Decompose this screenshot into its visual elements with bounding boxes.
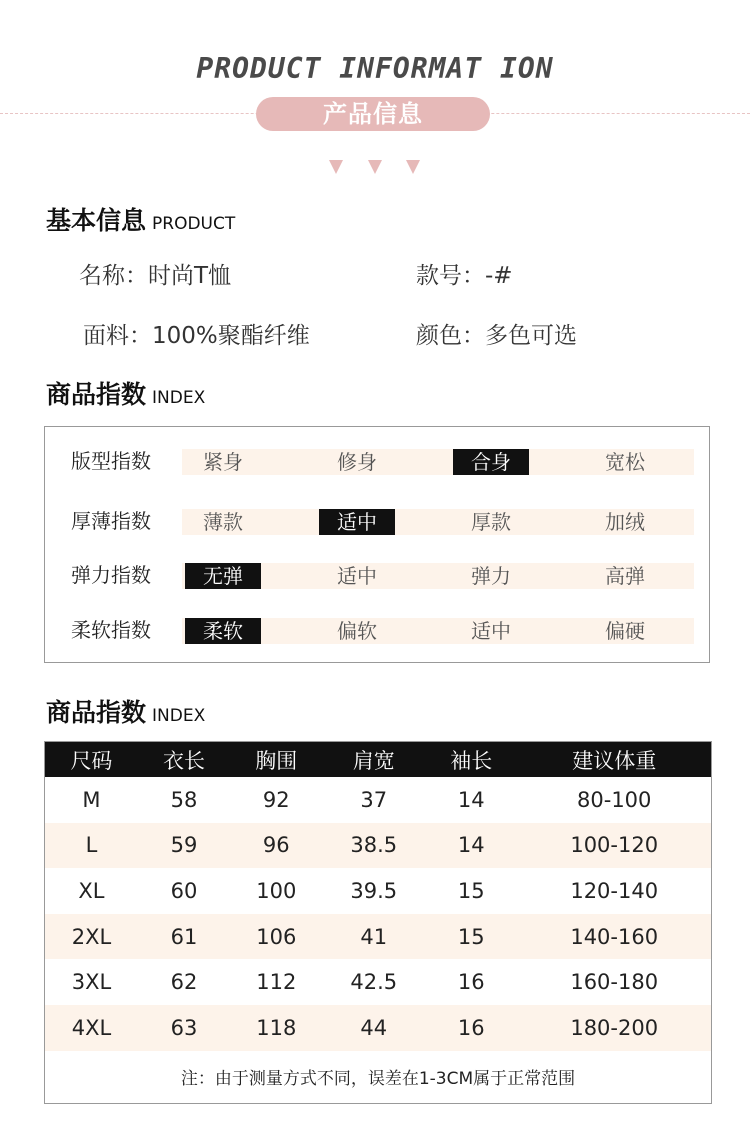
table-cell: 16 [425, 1005, 517, 1051]
size-column-header: 建议体重 [517, 742, 711, 778]
table-cell: 39.5 [350, 878, 398, 903]
table-cell: 96 [230, 823, 322, 869]
index-option: 薄款 [203, 510, 243, 534]
table-cell: 80-100 [577, 787, 652, 812]
table-cell: L [45, 823, 138, 869]
table-cell: 60 [170, 878, 198, 903]
size-column-header: 衣长 [138, 742, 230, 778]
table-cell: 14 [425, 823, 517, 869]
size-column-header: 尺码 [45, 742, 138, 778]
index-option-selected: 适中 [319, 509, 395, 535]
size-table-body [45, 777, 712, 1103]
index-option: 偏软 [337, 619, 377, 643]
table-cell: 3XL [71, 970, 112, 995]
index-row [45, 447, 711, 475]
basic-info-subtitle: PRODUCT [152, 214, 236, 234]
index-row [45, 507, 711, 535]
size-table-header [45, 742, 712, 778]
index-row [45, 616, 711, 644]
table-cell: 112 [256, 970, 297, 995]
index-row-label: 厚薄指数 [71, 509, 151, 533]
basic-info-heading [46, 201, 235, 237]
table-cell: 15 [425, 914, 517, 960]
index-subtitle: INDEX [152, 388, 206, 408]
table-cell: 120-140 [570, 878, 659, 903]
table-cell: 61 [138, 914, 230, 960]
fabric-value: 100%聚酯纤维 [152, 323, 310, 349]
index-option: 紧身 [203, 450, 243, 474]
triangle-down-icon [406, 160, 420, 174]
measurement-note: 注：由于测量方式不同，误差在1-3CM属于正常范围 [180, 1069, 576, 1090]
index-option: 修身 [337, 450, 377, 474]
basic-info-title: 基本信息 [46, 206, 147, 235]
model-value: -# [485, 263, 513, 289]
table-cell: 100 [256, 878, 297, 903]
index-option: 适中 [471, 619, 511, 643]
table-cell: 14 [457, 787, 485, 812]
table-row [45, 823, 712, 869]
index-row-label: 版型指数 [71, 449, 151, 473]
index-title: 商品指数 [46, 380, 147, 409]
index-option: 宽松 [605, 450, 645, 474]
table-cell: 63 [138, 1005, 230, 1051]
size-subtitle: INDEX [152, 706, 206, 726]
table-cell: 4XL [45, 1005, 138, 1051]
table-cell: 100-120 [517, 823, 711, 869]
index-option: 加绒 [605, 510, 645, 534]
fabric-label: 面料： [83, 323, 152, 349]
color-label: 颜色： [416, 323, 485, 349]
table-cell: 2XL [45, 914, 138, 960]
name-label: 名称： [79, 263, 148, 289]
index-option: 适中 [337, 564, 377, 588]
table-row [45, 1005, 712, 1051]
index-option-selected: 柔软 [185, 618, 261, 644]
table-row [45, 914, 712, 960]
table-row [45, 959, 712, 1005]
index-option-selected: 合身 [453, 449, 529, 475]
product-fabric [83, 317, 310, 350]
table-cell: 59 [138, 823, 230, 869]
size-column-header: 袖长 [425, 742, 517, 778]
section-pill: 产品信息 [256, 97, 490, 131]
triangle-down-icon [368, 160, 382, 174]
table-cell: 118 [230, 1005, 322, 1051]
product-color [416, 317, 577, 350]
index-option: 厚款 [471, 510, 511, 534]
table-cell: 41 [322, 914, 425, 960]
note-row [45, 1051, 712, 1104]
index-row-label: 柔软指数 [71, 618, 151, 642]
table-cell: 44 [322, 1005, 425, 1051]
size-column-header: 肩宽 [322, 742, 425, 778]
product-name [79, 257, 231, 290]
table-cell: 42.5 [350, 970, 398, 995]
table-cell: 16 [457, 970, 485, 995]
table-cell: 37 [360, 787, 388, 812]
name-value: 时尚T恤 [148, 263, 232, 289]
table-cell: 180-200 [517, 1005, 711, 1051]
table-cell: 160-180 [570, 970, 659, 995]
size-heading [46, 693, 205, 729]
triangle-down-icon [329, 160, 343, 174]
index-panel [44, 426, 710, 663]
table-cell: 92 [262, 787, 290, 812]
table-cell: M [82, 787, 101, 812]
table-cell: 38.5 [322, 823, 425, 869]
color-value: 多色可选 [485, 323, 577, 349]
page-title: PRODUCT INFORMAT ION [196, 52, 554, 85]
table-cell: 58 [170, 787, 198, 812]
table-cell: 106 [230, 914, 322, 960]
index-heading [46, 375, 205, 411]
index-row [45, 561, 711, 589]
table-row [45, 868, 712, 914]
table-cell: 140-160 [517, 914, 711, 960]
size-table [44, 741, 712, 1104]
size-column-header: 胸围 [230, 742, 322, 778]
index-row-label: 弹力指数 [71, 563, 151, 587]
table-row [45, 777, 712, 823]
table-cell: 15 [457, 878, 485, 903]
index-option: 高弹 [605, 564, 645, 588]
model-label: 款号： [416, 263, 485, 289]
index-option: 弹力 [471, 564, 511, 588]
size-title: 商品指数 [46, 698, 147, 727]
index-option-selected: 无弹 [185, 563, 261, 589]
index-option: 偏硬 [605, 619, 645, 643]
table-cell: 62 [170, 970, 198, 995]
product-model [416, 257, 513, 290]
table-cell: XL [78, 878, 105, 903]
